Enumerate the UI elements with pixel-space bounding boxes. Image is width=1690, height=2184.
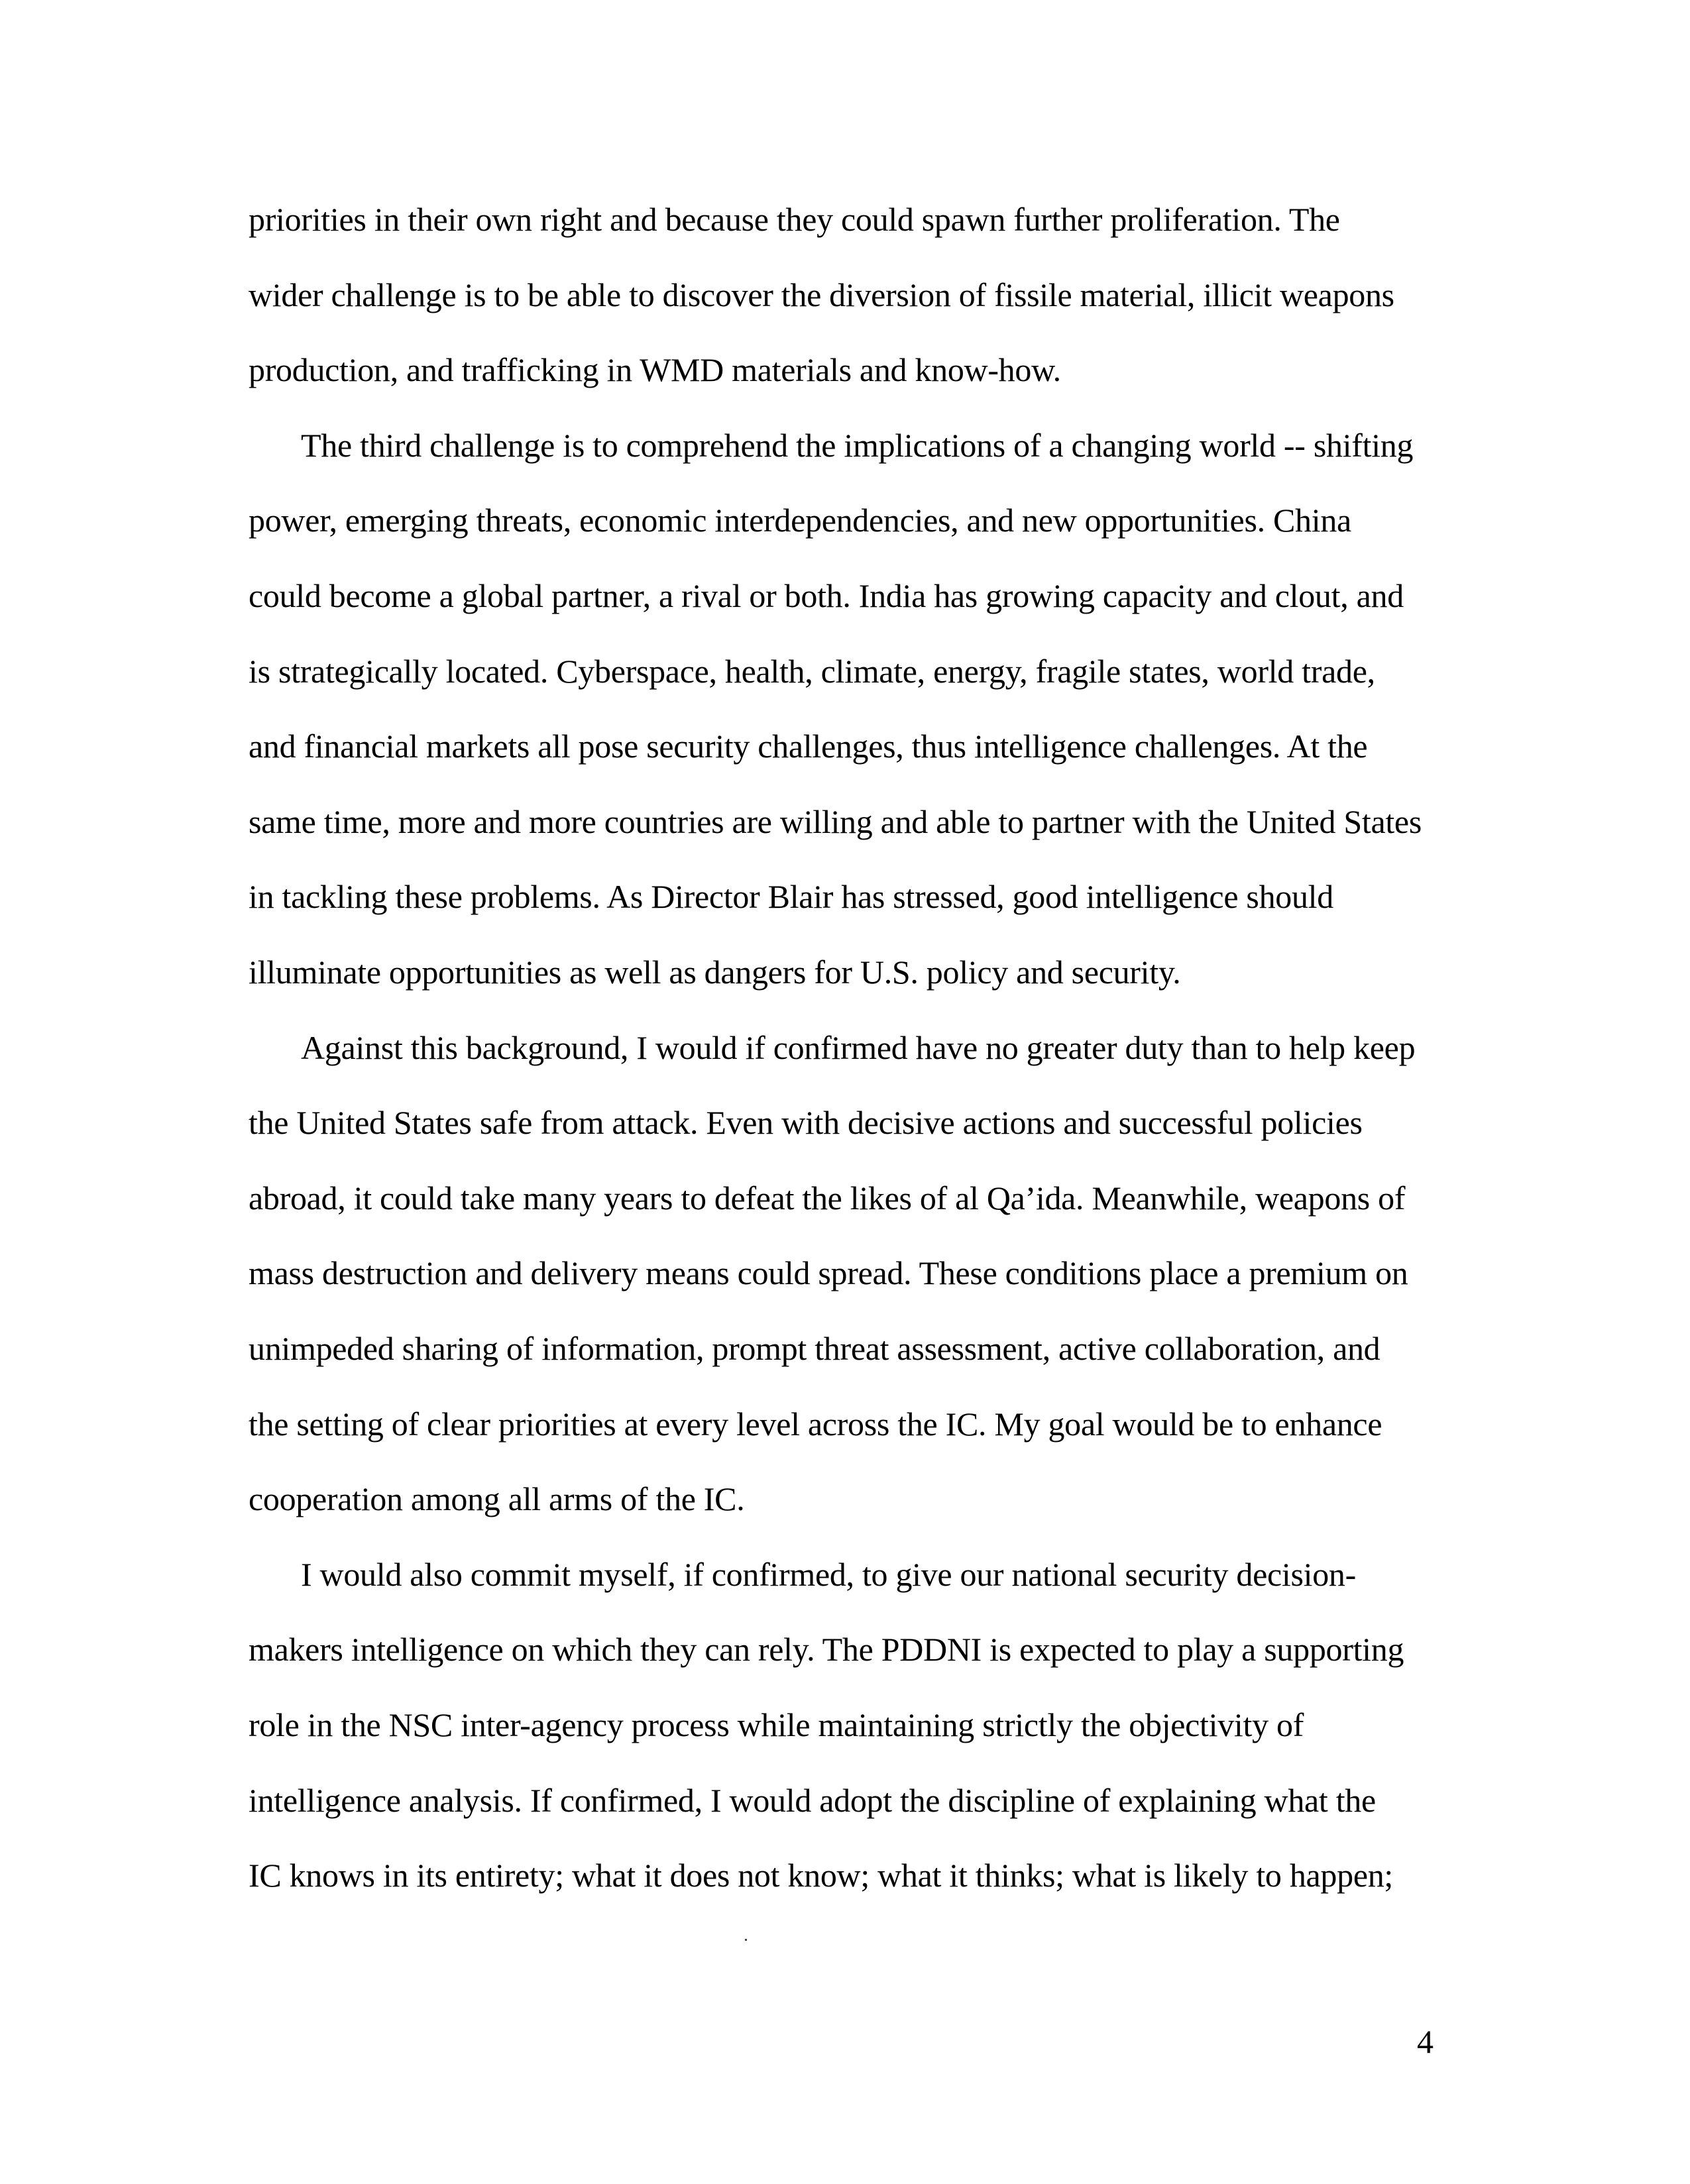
text-line: mass destruction and delivery means could spread. These conditions place a premium on bbox=[249, 1254, 1408, 1292]
scan-speck bbox=[745, 1939, 747, 1941]
text-line: power, emerging threats, economic interdependencies, and new opportunities. China bbox=[249, 502, 1351, 539]
text-line: abroad, it could take many years to defeat the likes of al Qa’ida. Meanwhile, weapons of bbox=[249, 1179, 1406, 1217]
text-line: illuminate opportunities as well as dangers for U.S. policy and security. bbox=[249, 954, 1181, 991]
text-line: could become a global partner, a rival or both. India has growing capacity and clout, and bbox=[249, 577, 1404, 614]
text-line: I would also commit myself, if confirmed, to give our national security decision- bbox=[301, 1555, 1356, 1593]
text-line: unimpeded sharing of information, prompt threat assessment, active collaboration, and bbox=[249, 1330, 1380, 1367]
text-line: intelligence analysis. If confirmed, I would adopt the discipline of explaining what the bbox=[249, 1781, 1376, 1819]
text-line: same time, more and more countries are willing and able to partner with the United States bbox=[249, 802, 1422, 840]
text-line: wider challenge is to be able to discover the diversion of fissile material, illicit weapons bbox=[249, 276, 1394, 313]
text-line: and financial markets all pose security challenges, thus intelligence challenges. At the bbox=[249, 728, 1368, 765]
text-line: the setting of clear priorities at every level across the IC. My goal would be to enhance bbox=[249, 1405, 1382, 1443]
text-line: priorities in their own right and because they could spawn further proliferation. The bbox=[249, 201, 1340, 238]
text-line: Against this background, I would if confirmed have no greater duty than to help keep bbox=[301, 1028, 1416, 1066]
text-line: in tackling these problems. As Director Blair has stressed, good intelligence should bbox=[249, 878, 1333, 916]
text-line: IC knows in its entirety; what it does not know; what it thinks; what is likely to happen; bbox=[249, 1857, 1394, 1894]
text-line: role in the NSC inter-agency process while maintaining strictly the objectivity of bbox=[249, 1706, 1304, 1743]
page-number: 4 bbox=[1417, 2023, 1434, 2060]
text-line: is strategically located. Cyberspace, health, climate, energy, fragile states, world trade, bbox=[249, 652, 1375, 690]
text-line: The third challenge is to comprehend the implications of a changing world -- shifting bbox=[301, 426, 1414, 464]
text-line: cooperation among all arms of the IC. bbox=[249, 1480, 745, 1518]
text-line: makers intelligence on which they can rely. The PDDNI is expected to play a supporting bbox=[249, 1631, 1404, 1668]
text-line: production, and trafficking in WMD materials and know-how. bbox=[249, 351, 1061, 389]
text-line: the United States safe from attack. Even with decisive actions and successful policies bbox=[249, 1104, 1363, 1142]
